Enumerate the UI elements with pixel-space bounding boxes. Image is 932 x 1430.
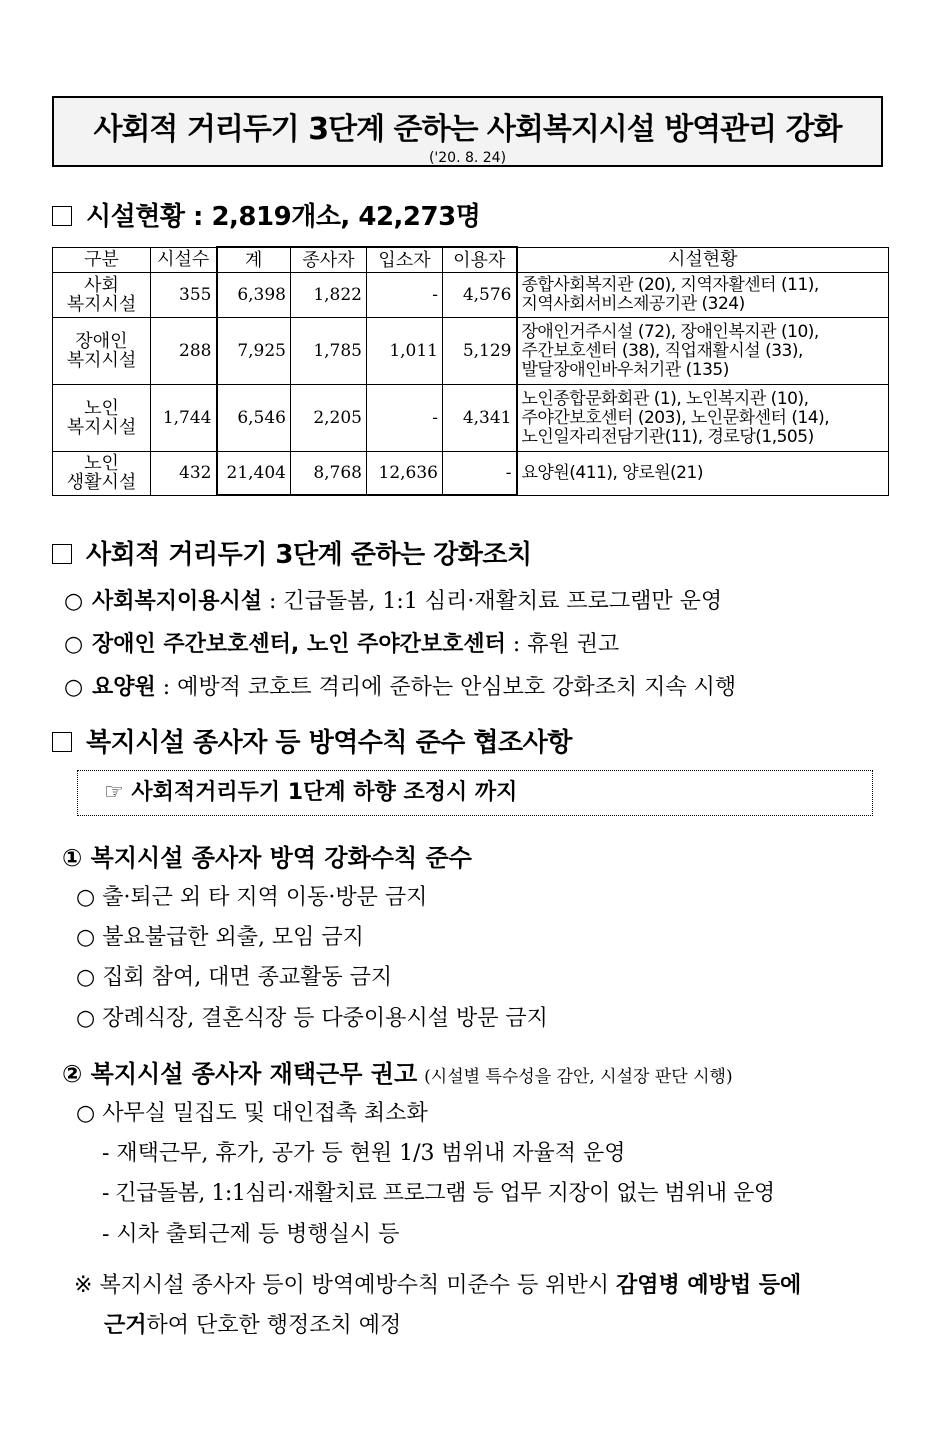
status-line: 주간보호센터 (38), 직업재활시설 (33), bbox=[521, 340, 803, 361]
status-line: 노인종합문화회관 (1), 노인복지관 (10), bbox=[521, 388, 809, 409]
warning-line-2 bbox=[104, 1308, 401, 1339]
rule-item: ○ 사무실 밀집도 및 대인접촉 최소화 bbox=[76, 1101, 428, 1126]
table-header-row bbox=[53, 247, 889, 273]
cell-status bbox=[517, 452, 889, 496]
header-residents: 입소자 bbox=[367, 247, 443, 273]
status-line: 주야간보호센터 (203), 노인문화센터 (14), bbox=[521, 407, 830, 428]
title-box bbox=[52, 96, 883, 167]
measure-label: 장애인 주간보호센터, 노인 주야간보호센터 bbox=[92, 632, 506, 657]
sub-heading-2-text: ② 복지시설 종사자 재택근무 권고 bbox=[62, 1060, 418, 1088]
cell-users: 4,576 bbox=[443, 273, 517, 318]
header-status: 시설현황 bbox=[517, 247, 889, 273]
cell-total: 7,925 bbox=[217, 318, 291, 385]
section-heading: 사회적 거리두기 3단계 준하는 강화조치 bbox=[86, 540, 532, 570]
checkbox-square-icon bbox=[52, 206, 72, 226]
header-count: 시설수 bbox=[151, 247, 217, 273]
table-row bbox=[53, 385, 889, 452]
dash-item: - 시차 출퇴근제 등 병행실시 등 bbox=[102, 1222, 400, 1247]
section-cooperation bbox=[52, 722, 572, 759]
measure-label: 요양원 bbox=[92, 675, 156, 700]
rule-item: ○ 출·퇴근 외 타 지역 이동·방문 금지 bbox=[76, 885, 428, 910]
measure-text: : 휴원 권고 bbox=[505, 632, 620, 657]
dash-item: - 재택근무, 휴가, 공가 등 현원 1/3 범위내 자율적 운영 bbox=[102, 1141, 626, 1166]
warning-bold: 감염병 예방법 등에 bbox=[615, 1273, 802, 1298]
checkbox-square-icon bbox=[52, 732, 72, 752]
cell-users: - bbox=[443, 452, 517, 496]
cell-category bbox=[53, 273, 151, 318]
cell-residents: 1,011 bbox=[367, 318, 443, 385]
header-staff: 종사자 bbox=[291, 247, 367, 273]
cell-category bbox=[53, 452, 151, 496]
status-line: 발달장애인바우처기관 (135) bbox=[521, 359, 729, 380]
circle-bullet-icon: ○ bbox=[64, 632, 84, 657]
status-line: 요양원(411), 양로원(21) bbox=[521, 462, 703, 483]
measure-item bbox=[64, 627, 619, 658]
cell-users: 4,341 bbox=[443, 385, 517, 452]
cell-count: 288 bbox=[151, 318, 217, 385]
sub-heading-1: ① 복지시설 종사자 방역 강화수칙 준수 bbox=[62, 844, 472, 872]
header-total: 계 bbox=[217, 247, 291, 273]
circle-bullet-icon: ○ bbox=[64, 675, 84, 700]
cell-staff: 2,205 bbox=[291, 385, 367, 452]
status-line: 노인일자리전담기관(11), 경로당(1,505) bbox=[521, 426, 814, 447]
measure-label: 사회복지이용시설 bbox=[92, 589, 263, 614]
header-users: 이용자 bbox=[443, 247, 517, 273]
cell-status bbox=[517, 318, 889, 385]
header-category: 구분 bbox=[53, 247, 151, 273]
section-facility-status bbox=[52, 196, 480, 233]
page-title: 사회적 거리두기 3단계 준하는 사회복지시설 방역관리 강화 bbox=[93, 112, 842, 147]
sub-heading-2 bbox=[62, 1054, 733, 1089]
facility-table bbox=[52, 246, 889, 496]
rule-item: ○ 불요불급한 외출, 모임 금지 bbox=[76, 925, 364, 950]
page-date: ('20. 8. 24) bbox=[428, 150, 507, 166]
cell-category bbox=[53, 318, 151, 385]
cell-total: 6,398 bbox=[217, 273, 291, 318]
category-text: 사회 복지시설 bbox=[66, 275, 137, 315]
cell-residents: - bbox=[367, 273, 443, 318]
cell-count: 432 bbox=[151, 452, 217, 496]
cell-residents: - bbox=[367, 385, 443, 452]
table-row bbox=[53, 318, 889, 385]
status-line: 장애인거주시설 (72), 장애인복지관 (10), bbox=[521, 321, 819, 342]
cell-residents: 12,636 bbox=[367, 452, 443, 496]
cell-status bbox=[517, 273, 889, 318]
sub-heading-2-note: (시설별 특수성을 감안, 시설장 판단 시행) bbox=[424, 1067, 733, 1087]
cell-staff: 1,785 bbox=[291, 318, 367, 385]
status-line: 종합사회복지관 (20), 지역자활센터 (11), bbox=[521, 275, 819, 295]
warning-line-1 bbox=[74, 1268, 801, 1299]
cell-status bbox=[517, 385, 889, 452]
measure-item bbox=[64, 584, 722, 615]
cell-staff: 1,822 bbox=[291, 273, 367, 318]
warning-bold: 근거 bbox=[104, 1313, 147, 1338]
dash-item: - 긴급돌봄, 1:1심리·재활치료 프로그램 등 업무 지장이 없는 범위내 운영 bbox=[102, 1181, 775, 1206]
section-heading: 복지시설 종사자 등 방역수칙 준수 협조사항 bbox=[86, 728, 572, 758]
cell-users: 5,129 bbox=[443, 318, 517, 385]
cell-category bbox=[53, 385, 151, 452]
category-text: 노인 생활시설 bbox=[66, 453, 137, 494]
cell-total: 6,546 bbox=[217, 385, 291, 452]
cell-count: 355 bbox=[151, 273, 217, 318]
circle-bullet-icon: ○ bbox=[64, 589, 84, 614]
section-measures bbox=[52, 534, 532, 571]
table-row bbox=[53, 273, 889, 318]
warning-text: 하여 단호한 행정조치 예정 bbox=[146, 1313, 402, 1338]
rule-item: ○ 집회 참여, 대면 종교활동 금지 bbox=[76, 965, 393, 990]
measure-text: : 긴급돌봄, 1:1 심리·재활치료 프로그램만 운영 bbox=[262, 589, 723, 614]
rule-item: ○ 장례식장, 결혼식장 등 다중이용시설 방문 금지 bbox=[76, 1006, 548, 1031]
table-row bbox=[53, 452, 889, 496]
reference-mark-icon: ※ bbox=[74, 1273, 93, 1298]
cell-staff: 8,768 bbox=[291, 452, 367, 496]
category-text: 노인 복지시설 bbox=[66, 398, 137, 438]
checkbox-square-icon bbox=[52, 544, 72, 564]
measure-text: : 예방적 코호트 격리에 준하는 안심보호 강화조치 지속 시행 bbox=[155, 675, 737, 700]
cell-total: 21,404 bbox=[217, 452, 291, 496]
notice-box: ☞ 사회적거리두기 1단계 하향 조정시 까지 bbox=[77, 770, 873, 816]
section-heading: 시설현황 : 2,819개소, 42,273명 bbox=[86, 202, 481, 232]
status-line: 지역사회서비스제공기관 (324) bbox=[521, 294, 745, 314]
measure-item bbox=[64, 670, 736, 701]
category-text: 장애인 복지시설 bbox=[66, 331, 137, 371]
cell-count: 1,744 bbox=[151, 385, 217, 452]
warning-text: 복지시설 종사자 등이 방역예방수칙 미준수 등 위반시 bbox=[99, 1273, 616, 1298]
